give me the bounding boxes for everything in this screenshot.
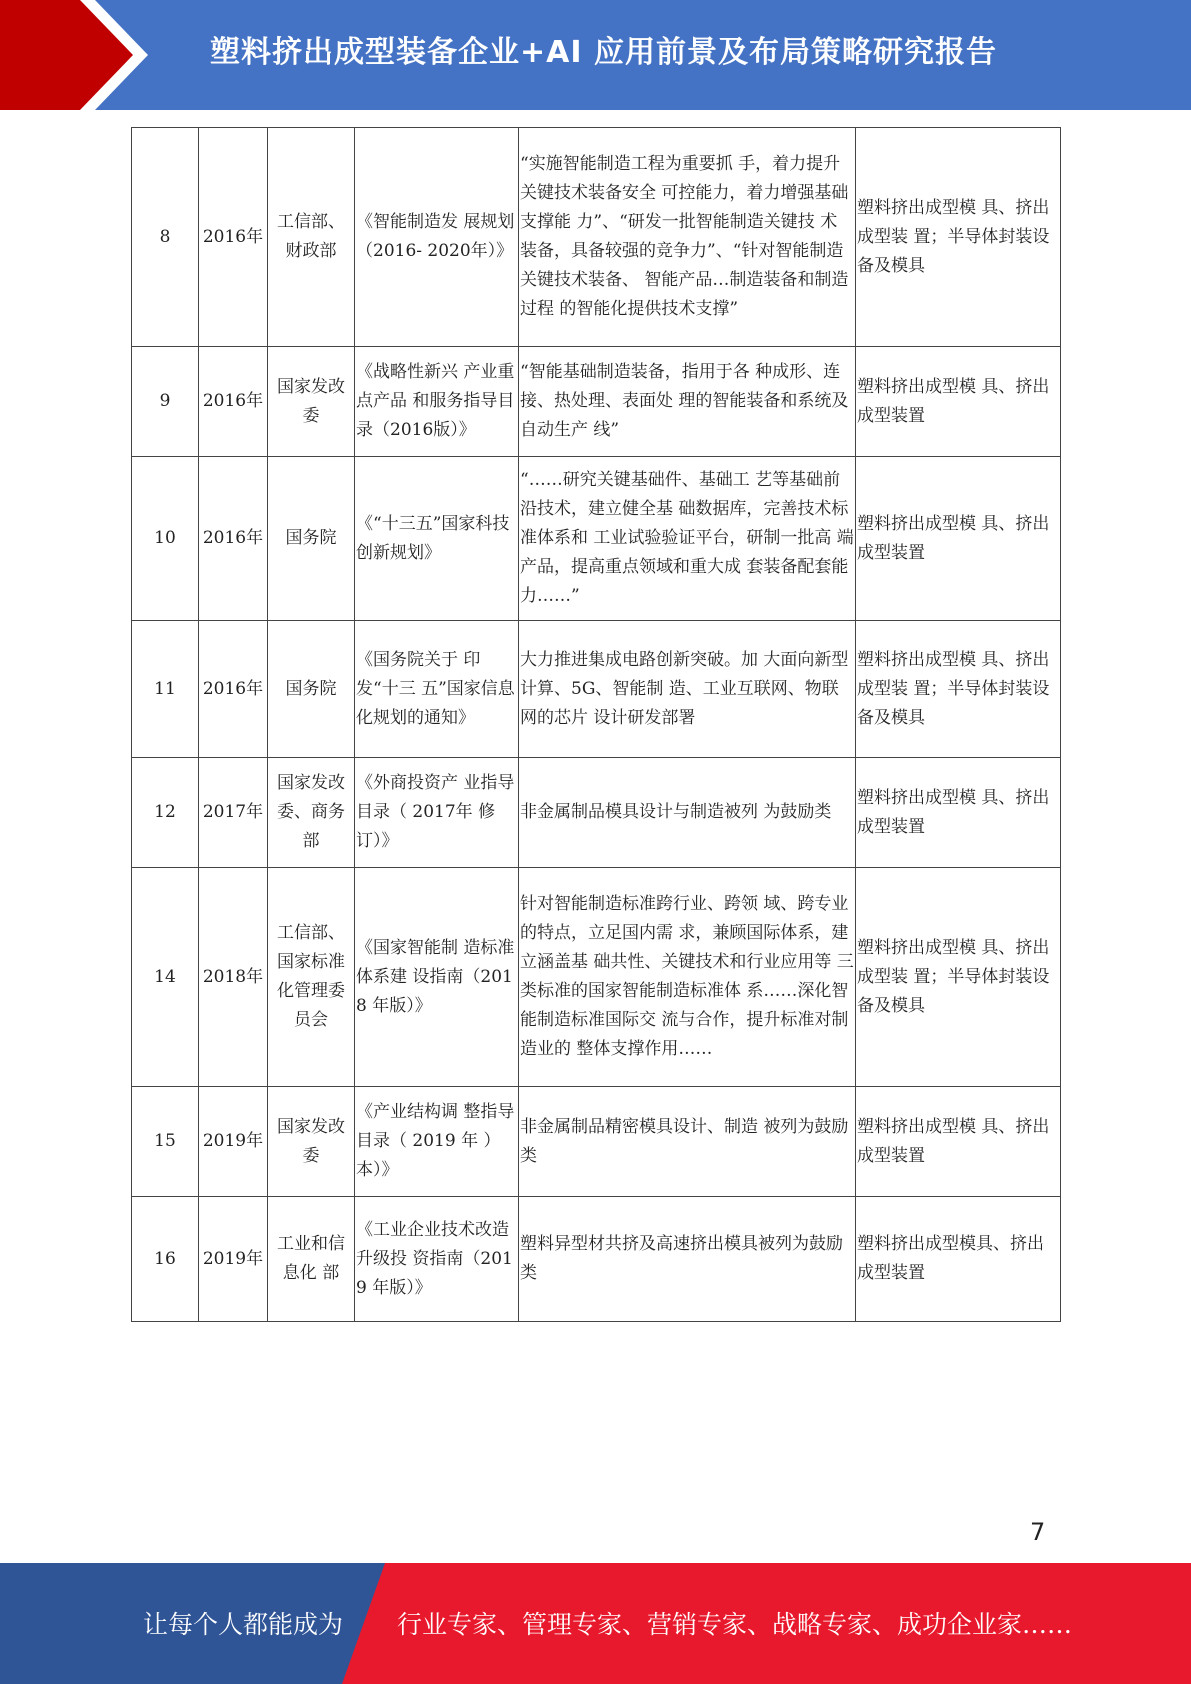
table-row [132,457,1061,621]
row-department: 工业和信息化 部 [268,1197,355,1322]
row-content: 非金属制品精密模具设计、制造 被列为鼓励类 [519,1087,856,1197]
row-department: 国家发改委 [268,347,355,457]
table-row [132,1197,1061,1322]
row-document: 《智能制造发 展规划（2016- 2020年）》 [355,128,519,347]
row-scope: 塑料挤出成型模 具、挤出成型装置 [856,758,1061,868]
table-row [132,347,1061,457]
row-number: 14 [132,868,199,1087]
report-title: 塑料挤出成型装备企业+AI 应用前景及布局策略研究报告 [210,35,997,70]
row-year: 2016年 [199,347,268,457]
row-scope: 塑料挤出成型模 具、挤出成型装 置；半导体封装设 备及模具 [856,621,1061,758]
table-row [132,758,1061,868]
row-document: 《国务院关于 印发“十三 五”国家信息 化规划的通知》 [355,621,519,758]
row-scope: 塑料挤出成型模具、挤出成型装置 [856,1197,1061,1322]
row-document: 《战略性新兴 产业重点产品 和服务指导目 录（2016版）》 [355,347,519,457]
row-content: “……研究关键基础件、基础工 艺等基础前沿技术，建立健全基 础数据库，完善技术标准体系和 工业试验验证平台，研制一批高 端产品，提高重点领域和重大成 套装备配套能力……” [519,457,856,621]
row-number: 9 [132,347,199,457]
row-scope: 塑料挤出成型模 具、挤出成型装置 [856,457,1061,621]
row-scope: 塑料挤出成型模 具、挤出成型装置 [856,347,1061,457]
table-row [132,868,1061,1087]
footer-slogan-left: 让每个人都能成为 [143,1610,344,1639]
row-document: 《外商投资产 业指导目录（ 2017年 修订）》 [355,758,519,868]
row-number: 16 [132,1197,199,1322]
row-document: 《工业企业技术改造升级投 资指南（2019 年版）》 [355,1197,519,1322]
row-content: “实施智能制造工程为重要抓 手，着力提升关键技术装备安全 可控能力，着力增强基础支撑能 力”、“研发一批智能制造关键技 术装备，具备较强的竞争力”、“针对智能制造关键技术装备、 智能产品…制造装备和制造过程 的智能化提供技术支撑” [519,128,856,347]
row-scope: 塑料挤出成型模 具、挤出成型装 置；半导体封装设 备及模具 [856,868,1061,1087]
row-content: “智能基础制造装备，指用于各 种成形、连接、热处理、表面处 理的智能装备和系统及自动生产 线” [519,347,856,457]
row-department: 国家发改委 [268,1087,355,1197]
header-red-arrow-icon [0,0,150,110]
row-year: 2017年 [199,758,268,868]
row-department: 国务院 [268,621,355,758]
row-document: 《“十三五”国家科技创新规划》 [355,457,519,621]
row-document: 《国家智能制 造标准体系建 设指南（2018 年版）》 [355,868,519,1087]
row-number: 11 [132,621,199,758]
row-year: 2016年 [199,621,268,758]
row-scope: 塑料挤出成型模 具、挤出成型装 置；半导体封装设 备及模具 [856,128,1061,347]
row-number: 12 [132,758,199,868]
footer-slogan-right: 行业专家、管理专家、营销专家、战略专家、成功企业家…… [397,1610,1073,1639]
table-row [132,128,1061,347]
row-year: 2016年 [199,128,268,347]
row-content: 塑料异型材共挤及高速挤出模具被列为鼓励类 [519,1197,856,1322]
row-content: 针对智能制造标准跨行业、跨领 域、跨专业的特点，立足国内需 求，兼顾国际体系，建立涵盖基 础共性、关键技术和行业应用等 三类标准的国家智能制造标准体 系……深化智能制造标准国际交 流与合作，提升标准对制造业的 整体支撑作用…… [519,868,856,1087]
row-year: 2018年 [199,868,268,1087]
row-document: 《产业结构调 整指导目录（ 2019 年 ）本）》 [355,1087,519,1197]
row-scope: 塑料挤出成型模 具、挤出成型装置 [856,1087,1061,1197]
page-number: 7 [1030,1518,1046,1546]
row-department: 国务院 [268,457,355,621]
row-department: 工信部、国家标准化管理委员会 [268,868,355,1087]
row-department: 工信部、财政部 [268,128,355,347]
page-header [0,0,1191,110]
page-footer [0,1563,1191,1684]
row-content: 大力推进集成电路创新突破。加 大面向新型计算、5G、智能制 造、工业互联网、物联网的芯片 设计研发部署 [519,621,856,758]
row-number: 15 [132,1087,199,1197]
row-year: 2019年 [199,1087,268,1197]
table-row [132,1087,1061,1197]
table-row [132,621,1061,758]
row-number: 10 [132,457,199,621]
row-department: 国家发改委、商务部 [268,758,355,868]
policy-table [131,127,1061,1322]
row-number: 8 [132,128,199,347]
row-year: 2016年 [199,457,268,621]
row-year: 2019年 [199,1197,268,1322]
row-content: 非金属制品模具设计与制造被列 为鼓励类 [519,758,856,868]
